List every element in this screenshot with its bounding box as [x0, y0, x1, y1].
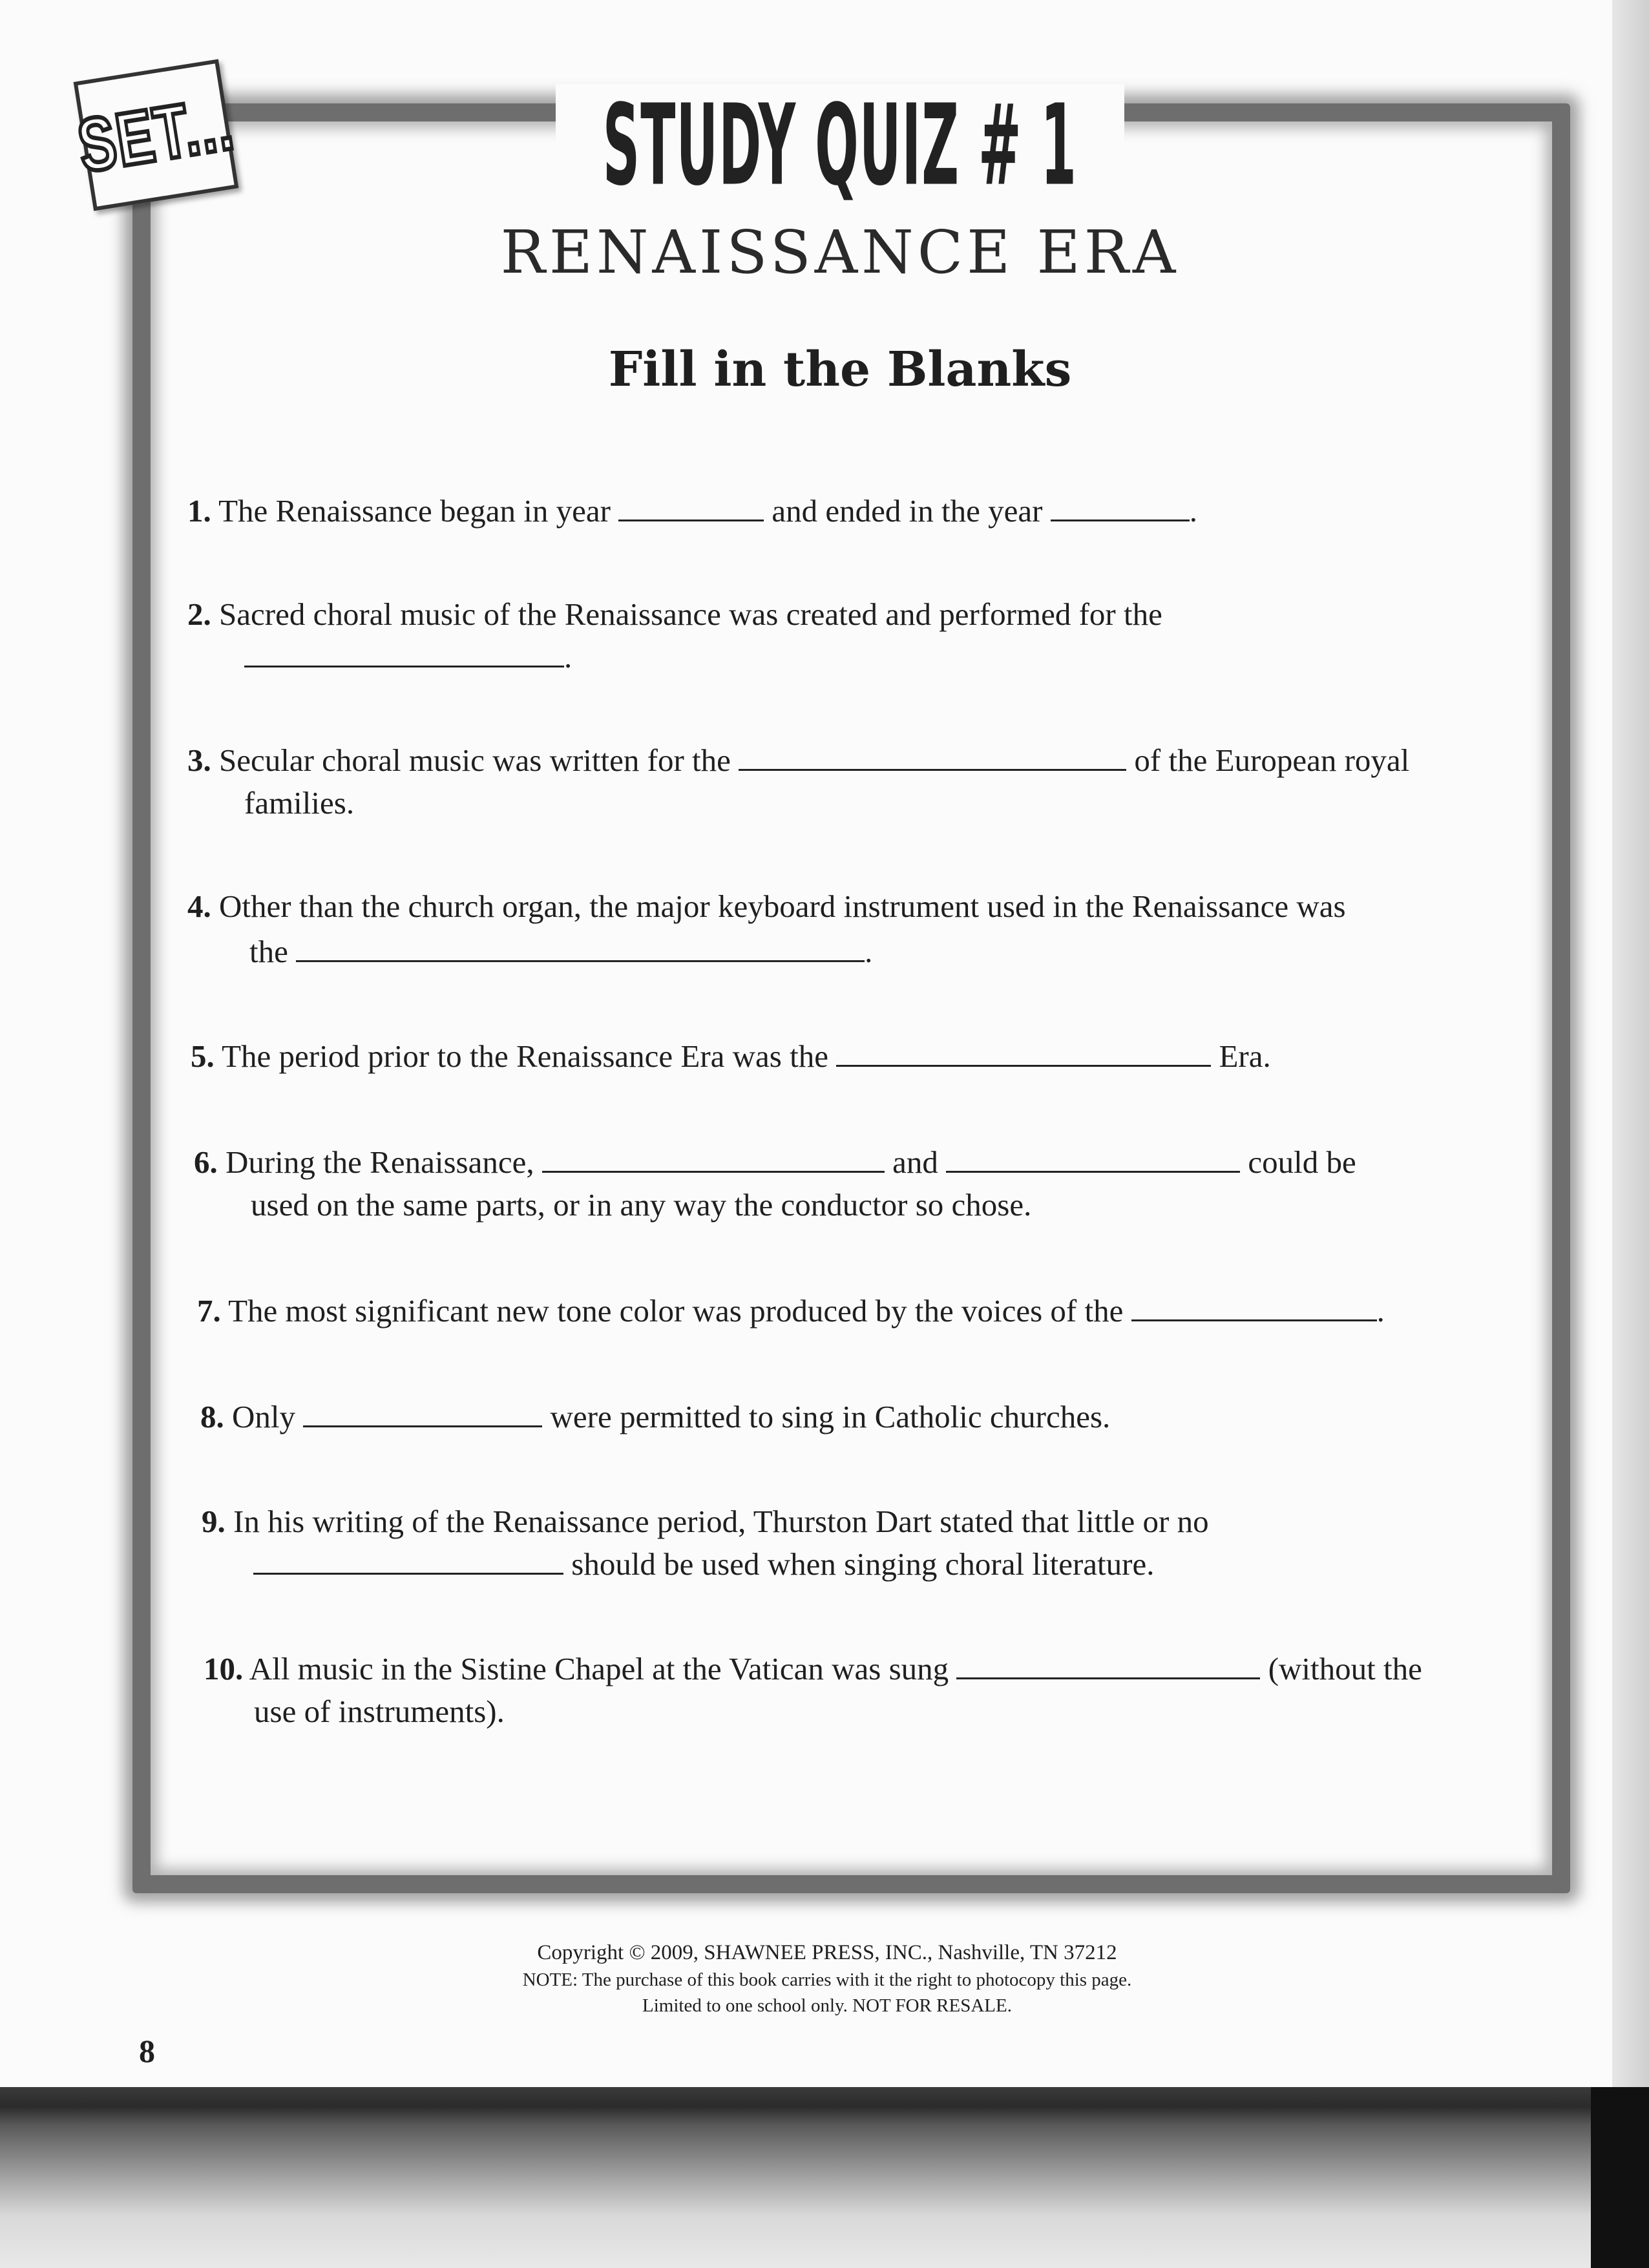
answer-blank[interactable] [946, 1142, 1240, 1173]
answer-blank[interactable] [244, 637, 564, 667]
section-title: Fill in the Blanks [608, 342, 1072, 397]
scan-bottom-edge [0, 2087, 1649, 2268]
question-7: 7. The most significant new tone color was produced by the voices of the . [197, 1290, 1385, 1332]
answer-blank[interactable] [836, 1036, 1211, 1067]
answer-blank[interactable] [296, 932, 865, 962]
answer-blank[interactable] [1051, 491, 1190, 521]
question-1: 1. The Renaissance began in year and ended in the year . [187, 490, 1197, 532]
set-tag-label: SET... [72, 81, 240, 189]
question-8: 8. Only were permitted to sing in Catholic churches. [200, 1396, 1110, 1438]
question-10: 10. All music in the Sistine Chapel at the Vatican was sung (without the [204, 1648, 1422, 1690]
answer-blank[interactable] [618, 491, 764, 521]
page-number: 8 [139, 2033, 155, 2069]
answer-blank[interactable] [739, 740, 1126, 771]
question-9: 9. In his writing of the Renaissance period, Thurston Dart stated that little or no [202, 1504, 1209, 1539]
question-6: 6. During the Renaissance, and could be [194, 1141, 1356, 1184]
copyright-block [452, 1938, 1202, 2019]
question-9-line-2: should be used when singing choral literature. [253, 1543, 1154, 1586]
answer-blank[interactable] [542, 1142, 885, 1173]
question-10-line-2: use of instruments). [254, 1694, 505, 1729]
copyright-line: Copyright © 2009, SHAWNEE PRESS, INC., Nashville, TN 37212 [537, 1941, 1117, 1964]
answer-blank[interactable] [253, 1544, 563, 1575]
question-3: 3. Secular choral music was written for the of the European royal [187, 739, 1409, 782]
answer-blank[interactable] [956, 1649, 1260, 1679]
question-2-line-2: . [244, 636, 572, 678]
set-tag [74, 59, 239, 211]
page-edge-shadow [1612, 0, 1649, 2087]
question-4-line-2: the . [249, 930, 872, 973]
quiz-title: STUDY QUIZ # 1 [602, 81, 1078, 211]
answer-blank[interactable] [1131, 1291, 1377, 1321]
question-3-line-2: families. [244, 785, 355, 821]
question-6-line-2: used on the same parts, or in any way the conductor so chose. [251, 1187, 1032, 1223]
resale-note: Limited to one school only. NOT FOR RESALE. [642, 1995, 1012, 2016]
photocopy-note: NOTE: The purchase of this book carries with it the right to photocopy this page. [522, 1969, 1132, 1990]
question-2: 2. Sacred choral music of the Renaissance was created and performed for the [187, 596, 1162, 632]
answer-blank[interactable] [303, 1397, 542, 1427]
question-5: 5. The period prior to the Renaissance Era was the Era. [191, 1035, 1271, 1078]
question-4: 4. Other than the church organ, the major keyboard instrument used in the Renaissance was [187, 888, 1346, 924]
era-title: RENAISSANCE ERA [500, 218, 1180, 287]
